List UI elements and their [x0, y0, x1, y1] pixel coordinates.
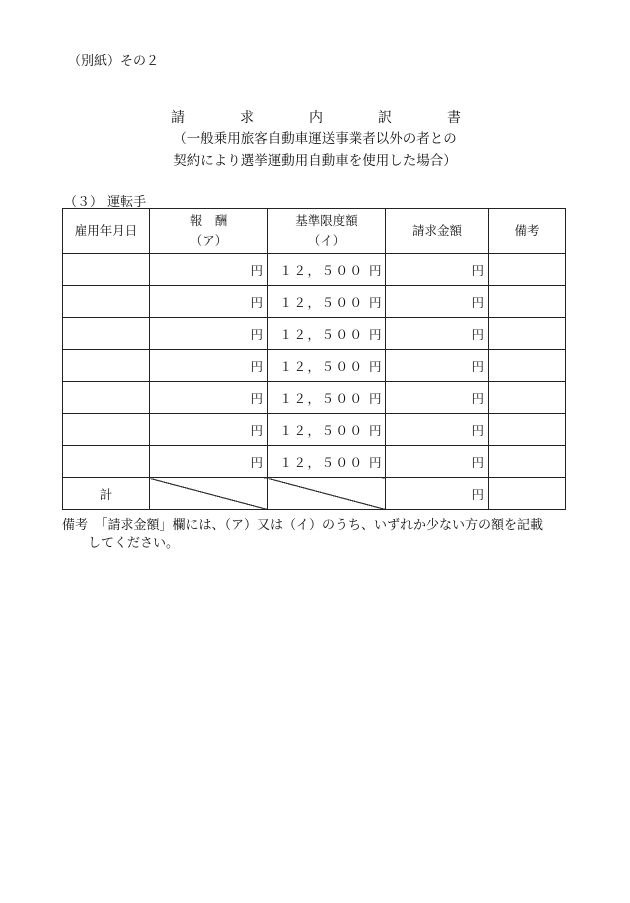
date-cell[interactable] — [63, 286, 150, 318]
claim-cell[interactable]: 円 — [386, 286, 489, 318]
table-row — [63, 414, 566, 446]
limit-cell: １２，５００ 円 — [268, 350, 386, 382]
total-row — [63, 478, 566, 510]
header-pay-mark: （ア） — [189, 233, 228, 248]
header-pay-label: 報 酬 — [189, 213, 228, 228]
note-line-1: 備考 「請求金額」欄には、（ア）又は（イ）のうち、いずれか少ない方の額を記載 — [62, 518, 544, 533]
claim-cell[interactable]: 円 — [386, 446, 489, 478]
subtitle-line-2: 契約により選挙運動用自動車を使用した場合） — [173, 153, 457, 169]
table-row — [63, 318, 566, 350]
date-cell[interactable] — [63, 350, 150, 382]
limit-cell: １２，５００ 円 — [268, 414, 386, 446]
annex-label: （別紙）その２ — [68, 54, 160, 69]
section-label: （３） 運転手 — [64, 195, 147, 210]
date-cell[interactable] — [63, 318, 150, 350]
claim-cell[interactable]: 円 — [386, 382, 489, 414]
title-char: 請 — [171, 110, 185, 126]
table-row — [63, 254, 566, 286]
header-limit-mark: （イ） — [307, 233, 346, 248]
pay-cell[interactable]: 円 — [150, 318, 268, 350]
total-pay-struck — [150, 478, 268, 510]
date-cell[interactable] — [63, 446, 150, 478]
document-title — [171, 107, 461, 127]
header-pay — [150, 209, 268, 254]
date-cell[interactable] — [63, 382, 150, 414]
table-row — [63, 286, 566, 318]
remarks-cell[interactable] — [489, 414, 566, 446]
total-limit-struck — [268, 478, 386, 510]
pay-cell[interactable]: 円 — [150, 254, 268, 286]
claim-cell[interactable]: 円 — [386, 414, 489, 446]
table-row — [63, 382, 566, 414]
claim-cell[interactable]: 円 — [386, 254, 489, 286]
date-cell[interactable] — [63, 414, 150, 446]
header-date: 雇用年月日 — [63, 209, 150, 254]
remarks-cell[interactable] — [489, 254, 566, 286]
table-header-row — [63, 209, 566, 254]
pay-cell[interactable]: 円 — [150, 382, 268, 414]
pay-cell[interactable]: 円 — [150, 414, 268, 446]
remarks-cell[interactable] — [489, 446, 566, 478]
limit-cell: １２，５００ 円 — [268, 382, 386, 414]
total-label: 計 — [63, 478, 150, 510]
remarks-cell[interactable] — [489, 350, 566, 382]
remarks-cell[interactable] — [489, 286, 566, 318]
limit-cell: １２，５００ 円 — [268, 254, 386, 286]
total-remarks-cell[interactable] — [489, 478, 566, 510]
table-row — [63, 446, 566, 478]
header-limit-label: 基準限度額 — [295, 213, 358, 228]
header-limit — [268, 209, 386, 254]
pay-cell[interactable]: 円 — [150, 446, 268, 478]
pay-cell[interactable]: 円 — [150, 286, 268, 318]
date-cell[interactable] — [63, 254, 150, 286]
total-claim-cell[interactable]: 円 — [386, 478, 489, 510]
remarks-cell[interactable] — [489, 318, 566, 350]
title-char: 書 — [447, 110, 461, 126]
table-row — [63, 350, 566, 382]
title-char: 内 — [309, 110, 323, 126]
title-char: 訳 — [378, 110, 392, 126]
limit-cell: １２，５００ 円 — [268, 446, 386, 478]
header-claim: 請求金額 — [386, 209, 489, 254]
claim-table — [62, 208, 566, 510]
pay-cell[interactable]: 円 — [150, 350, 268, 382]
limit-cell: １２，５００ 円 — [268, 318, 386, 350]
limit-cell: １２，５００ 円 — [268, 286, 386, 318]
title-char: 求 — [240, 110, 254, 126]
header-remarks: 備考 — [489, 209, 566, 254]
note-line-2: してください。 — [88, 536, 180, 551]
claim-cell[interactable]: 円 — [386, 350, 489, 382]
claim-cell[interactable]: 円 — [386, 318, 489, 350]
remarks-cell[interactable] — [489, 382, 566, 414]
subtitle-line-1: （一般乗用旅客自動車運送事業者以外の者との — [173, 131, 457, 147]
